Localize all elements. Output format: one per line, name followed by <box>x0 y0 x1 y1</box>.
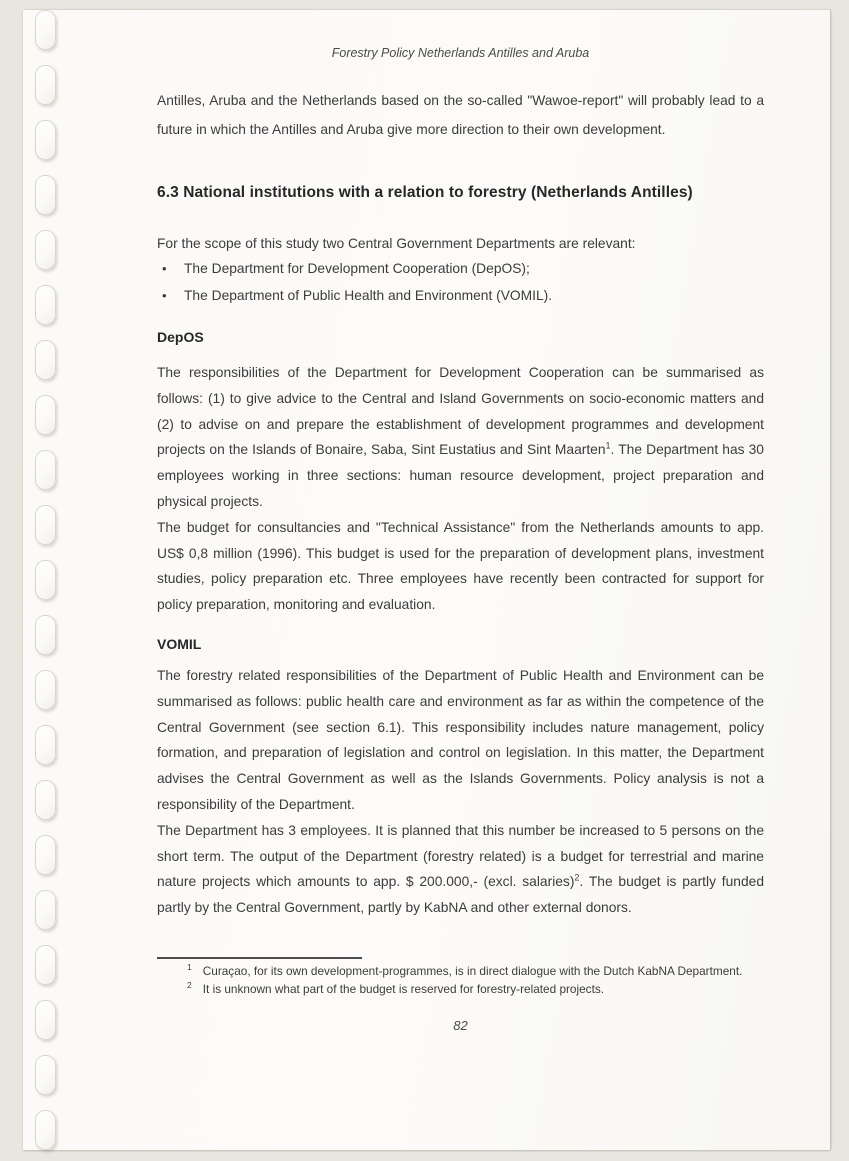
footnote-ref-1: 1 <box>605 440 611 451</box>
vomil-text <box>157 663 764 921</box>
footnotes <box>157 963 764 998</box>
depos-paragraph-1-text: The responsibilities of the Department for Development Cooperation can be summarised as follows: (1) to give advice to the Central and Island Governments on socio-economic matters and (2) to advise on and prepare the establishment of development programmes and development projects on the Islands of Bonaire, Saba, Sint Eustatius and Sint Maarten <box>157 365 764 458</box>
footnote-1-text: Curaçao, for its own development-programmes, is in direct dialogue with the Dutch KabNA Department. <box>202 964 743 978</box>
list-item <box>157 256 764 283</box>
binding-hole <box>35 890 56 930</box>
bullet-icon: • <box>162 261 167 276</box>
list-item-text: The Department of Public Health and Environment (VOMIL). <box>184 288 553 303</box>
running-header: Forestry Policy Netherlands Antilles and Aruba <box>331 46 590 60</box>
binding-hole <box>35 835 56 875</box>
binding-holes <box>35 10 59 1150</box>
vomil-heading: VOMIL <box>157 636 202 652</box>
list-item <box>157 283 764 310</box>
vomil-paragraph-2-text: The Department has 3 employees. It is planned that this number be increased to 5 persons on the short term. The output of the Department (forestry related) is a budget for terrestrial and marine nature projects which amounts to app. $ 200.000,- (excl. salaries) <box>157 822 764 890</box>
document-page <box>23 10 830 1150</box>
binding-hole <box>35 395 56 435</box>
vomil-paragraph-1: The forestry related responsibilities of the Department of Public Health and Environment can be summarised as follows: public health care and environment as far as within the competence of the Central Government (see section 6.1). This responsibility includes nature management, policy formation, and preparation of legislation and control on legislation. In this matter, the Department advises the Central Government as well as the Islands Governments. Policy analysis is not a responsibility of the Department. <box>157 668 764 812</box>
list-item-text: The Department for Development Cooperation (DepOS); <box>184 261 530 276</box>
vomil-paragraph-2-cont: . The budget is partly funded partly by the Central Government, partly by KabNA and other external donors. <box>157 874 764 916</box>
binding-hole <box>35 10 56 50</box>
binding-hole <box>35 175 56 215</box>
lead-paragraph: For the scope of this study two Central Government Departments are relevant: <box>157 236 636 251</box>
binding-hole <box>35 120 56 160</box>
vomil-paragraph-2 <box>157 818 764 921</box>
binding-hole <box>35 285 56 325</box>
binding-hole <box>35 1110 56 1150</box>
footnote-2-text: It is unknown what part of the budget is reserved for forestry-related projects. <box>202 981 605 996</box>
depos-paragraph-1-cont: . The Department has 30 employees working in three sections: human resource development, project preparation and physical projects. <box>157 442 764 509</box>
intro-paragraph: Antilles, Aruba and the Netherlands based on the so-called "Wawoe-report" will probably lead to a future in which the Antilles and Aruba give more direction to their own development. <box>157 93 764 137</box>
binding-hole <box>35 505 56 545</box>
footnote-1-marker: 1 <box>187 962 192 973</box>
footnote-1 <box>157 963 764 981</box>
binding-hole <box>35 670 56 710</box>
depos-paragraph-2: The budget for consultancies and "Technical Assistance" from the Netherlands amounts to app. US$ 0,8 million (1996). This budget is used for the preparation of development plans, investment studies, policy preparation etc. Three employees have recently been contracted for support for policy preparation, monitoring and evaluation. <box>157 519 764 613</box>
footnote-2-marker: 2 <box>187 979 192 990</box>
footnote-2 <box>157 981 764 999</box>
depos-heading: DepOS <box>157 329 204 345</box>
page-number: 82 <box>453 1018 468 1033</box>
binding-hole <box>35 1055 56 1095</box>
depos-paragraph-1 <box>157 360 764 515</box>
binding-hole <box>35 725 56 765</box>
section-heading: 6.3 National institutions with a relation to forestry (Netherlands Antilles) <box>157 184 693 201</box>
binding-hole <box>35 65 56 105</box>
department-list <box>157 256 764 310</box>
binding-hole <box>35 945 56 985</box>
footnote-separator <box>157 957 362 959</box>
binding-hole <box>35 615 56 655</box>
binding-hole <box>35 340 56 380</box>
binding-hole <box>35 450 56 490</box>
binding-hole <box>35 780 56 820</box>
depos-text <box>157 360 764 618</box>
binding-hole <box>35 1000 56 1040</box>
bullet-icon: • <box>162 288 167 303</box>
binding-hole <box>35 230 56 270</box>
binding-hole <box>35 560 56 600</box>
footnote-ref-2: 2 <box>574 872 580 883</box>
